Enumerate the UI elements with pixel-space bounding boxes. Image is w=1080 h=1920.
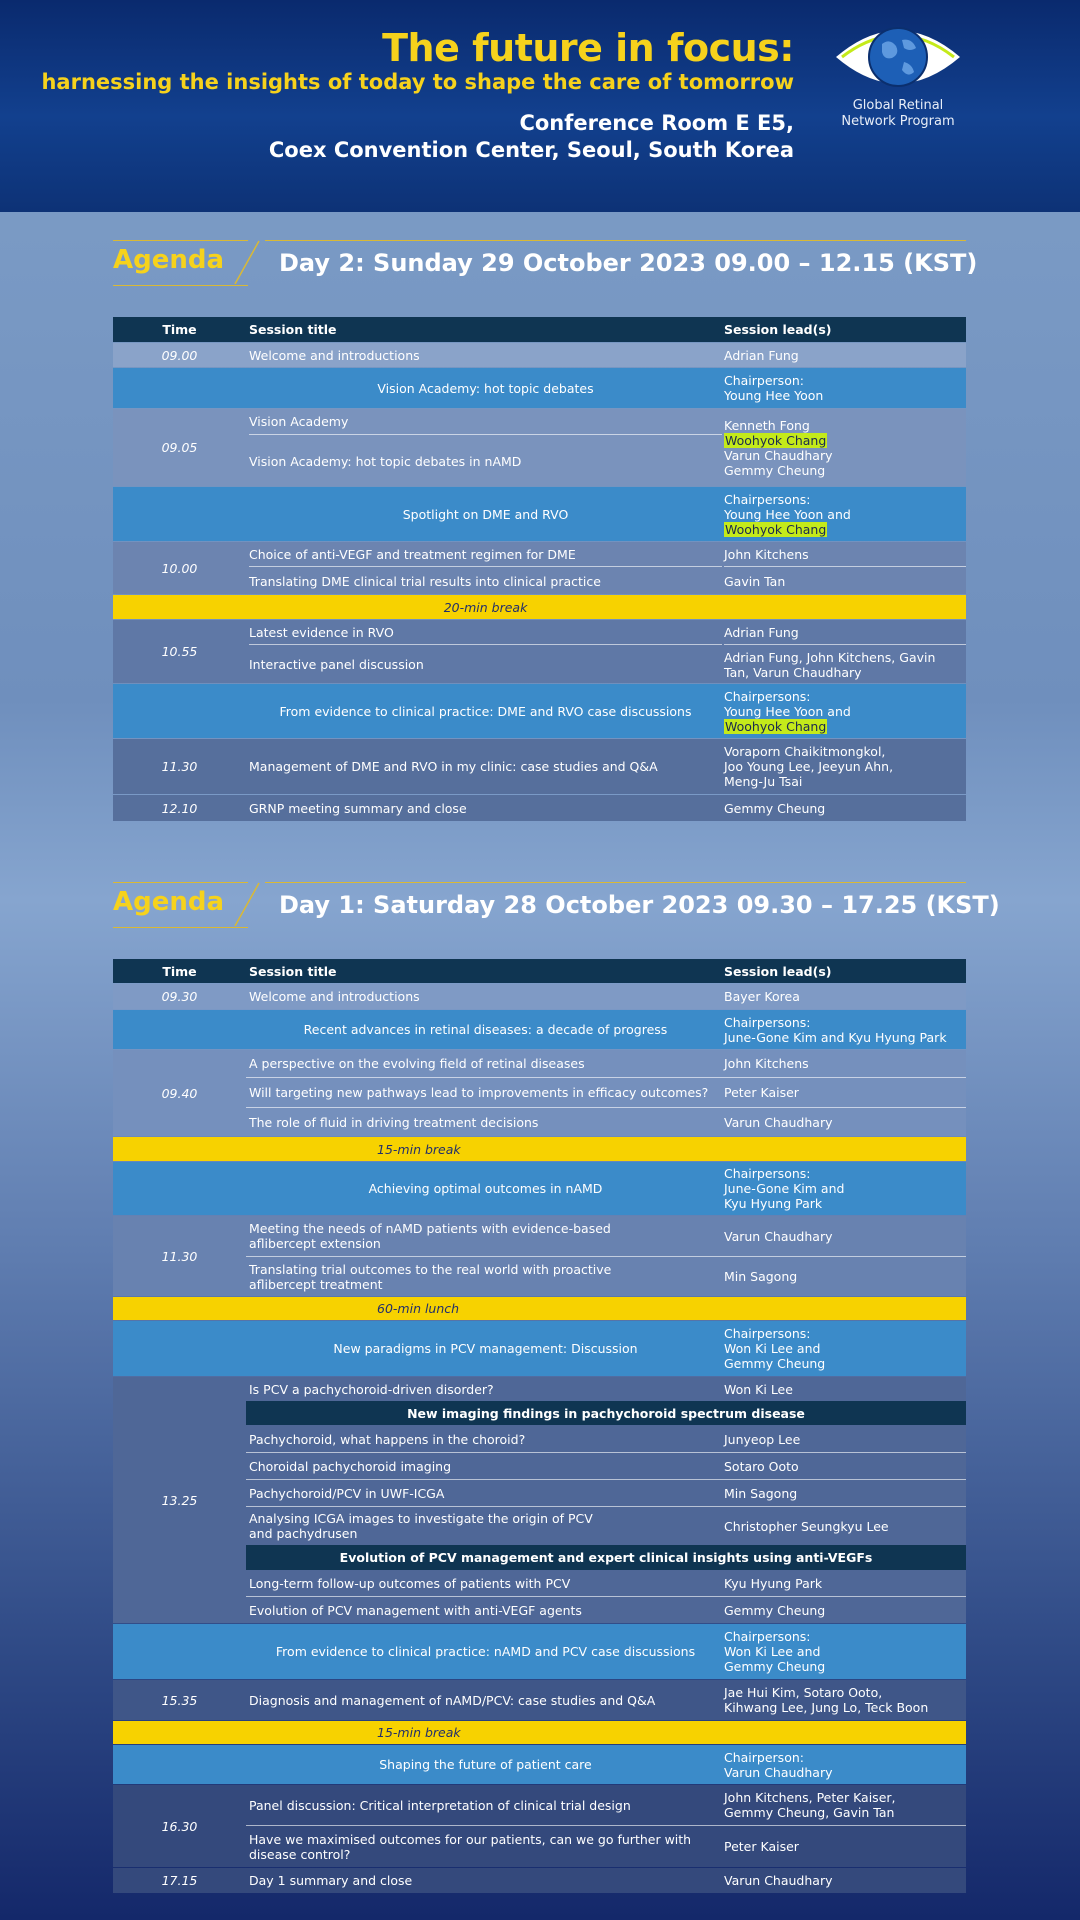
eye-globe-icon [832,22,964,92]
session-row: Spotlight on DME and RVO Chairpersons: Young Hee Yoon and Woohyok Chang [113,487,966,541]
break-row: 20-min break [113,595,966,619]
table-row-group: 11.30 Meeting the needs of nAMD patients with evidence-based aflibercept extension Varun Chaudhary Translating trial outcomes to the real world with proactive aflibercept treatment Min Sagong [113,1216,966,1296]
highlighted-name: Woohyok Chang [725,718,827,734]
table-row-group: 10.00 Choice of anti-VEGF and treatment regimen for DME John Kitchens Translating DME clinical trial results into clinical practice Gavin Tan [113,542,966,594]
break-row: 60-min lunch [113,1297,966,1320]
table-row: 17.15 Day 1 summary and close Varun Chaudhary [113,1868,966,1893]
day2-agenda-table [113,317,966,823]
table-row: 09.00 Welcome and introductions Adrian Fung [113,343,966,367]
session-row: New paradigms in PCV management: Discussion Chairpersons: Won Ki Lee and Gemmy Cheung [113,1321,966,1376]
grnp-logo [832,22,964,130]
table-row-group: 10.55 Latest evidence in RVO Adrian Fung Interactive panel discussion Adrian Fung, John Kitchens, Gavin Tan, Varun Chaudhary [113,620,966,683]
slash-divider [231,882,261,926]
table-row: 09.30 Welcome and introductions Bayer Korea [113,984,966,1009]
venue-room: Conference Room E E5, [519,111,794,135]
venue [269,110,794,164]
session-row: From evidence to clinical practice: nAMD and PCV case discussions Chairpersons: Won Ki Lee and Gemmy Cheung [113,1624,966,1679]
day1-agenda-table [113,959,966,1893]
agenda-label: Agenda [113,245,225,275]
venue-center: Coex Convention Center, Seoul, South Korea [268,138,794,162]
subsession-header: New imaging findings in pachychoroid spectrum disease [246,1401,966,1425]
page-title: The future in focus: [382,26,794,70]
table-row-group: 09.40 A perspective on the evolving field of retinal diseases John Kitchens Will targeting new pathways lead to improvements in efficacy outcomes? Peter Kaiser The role of fluid in driving treatment decisions Varun Chaudhary [113,1050,966,1136]
table-header-row: Time Session title Session lead(s) [113,317,966,342]
slash-divider [231,240,261,284]
session-row: Achieving optimal outcomes in nAMD Chairpersons: June-Gone Kim and Kyu Hyung Park [113,1162,966,1215]
session-row: Vision Academy: hot topic debates Chairperson: Young Hee Yoon [113,368,966,408]
session-row: Recent advances in retinal diseases: a decade of progress Chairpersons: June-Gone Kim and Kyu Hyung Park [113,1010,966,1049]
break-row: 15-min break [113,1721,966,1744]
subsession-header: Evolution of PCV management and expert clinical insights using anti-VEGFs [246,1545,966,1570]
day2-agenda-heading [113,240,978,284]
page-subtitle: harnessing the insights of today to shape the care of tomorrow [41,70,794,94]
logo-text: Global Retinal Network Program [841,98,955,129]
break-row: 15-min break [113,1137,966,1161]
day2-title: Day 2: Sunday 29 October 2023 09.00 – 12.15 (KST) [279,249,978,277]
page-header [0,0,1080,212]
day1-title: Day 1: Saturday 28 October 2023 09.30 – 17.25 (KST) [279,891,1000,919]
agenda-label: Agenda [113,887,225,917]
table-row: 11.30 Management of DME and RVO in my clinic: case studies and Q&A Voraporn Chaikitmongkol, Joo Young Lee, Jeeyun Ahn, Meng-Ju Tsai [113,739,966,794]
table-header-row: Time Session title Session lead(s) [113,959,966,983]
session-row: Shaping the future of patient care Chairperson: Varun Chaudhary [113,1745,966,1784]
table-row-group: 13.25 Is PCV a pachychoroid-driven disorder? Won Ki Lee New imaging findings in pachychoroid spectrum disease Pachychoroid, what happens in the choroid? Junyeop Lee Choroidal pachychoroid imaging Sotaro Ooto Pachychoroid/PCV in UWF-ICGA Min Sagong Analysing ICGA images to investigate the origin of PCV and pachydrusen Christopher Seungkyu Lee Evolution of PCV management and expert clinical insights using anti-VEGFs Long-term follow-up outcomes of patients with PCV Kyu Hyung Park Evolution of PCV management with anti-VEGF agents Gemmy Cheung [113,1377,966,1623]
table-row-group: 09.05 Vision Academy Vision Academy: hot topic debates in nAMD Kenneth Fong Woohyok Chang Varun Chaudhary Gemmy Cheung [113,409,966,486]
table-row-group: 16.30 Panel discussion: Critical interpretation of clinical trial design John Kitchens, Peter Kaiser, Gemmy Cheung, Gavin Tan Have we maximised outcomes for our patients, can we go further with disease control? Peter Kaiser [113,1785,966,1867]
highlighted-name: Woohyok Chang [725,521,827,537]
table-row: 12.10 GRNP meeting summary and close Gemmy Cheung [113,795,966,821]
day1-agenda-heading [113,882,1000,926]
highlighted-name: Woohyok Chang [725,432,827,448]
table-row: 15.35 Diagnosis and management of nAMD/PCV: case studies and Q&A Jae Hui Kim, Sotaro Ooto, Kihwang Lee, Jung Lo, Teck Boon [113,1680,966,1720]
session-row: From evidence to clinical practice: DME and RVO case discussions Chairpersons: Young Hee Yoon and Woohyok Chang [113,684,966,738]
